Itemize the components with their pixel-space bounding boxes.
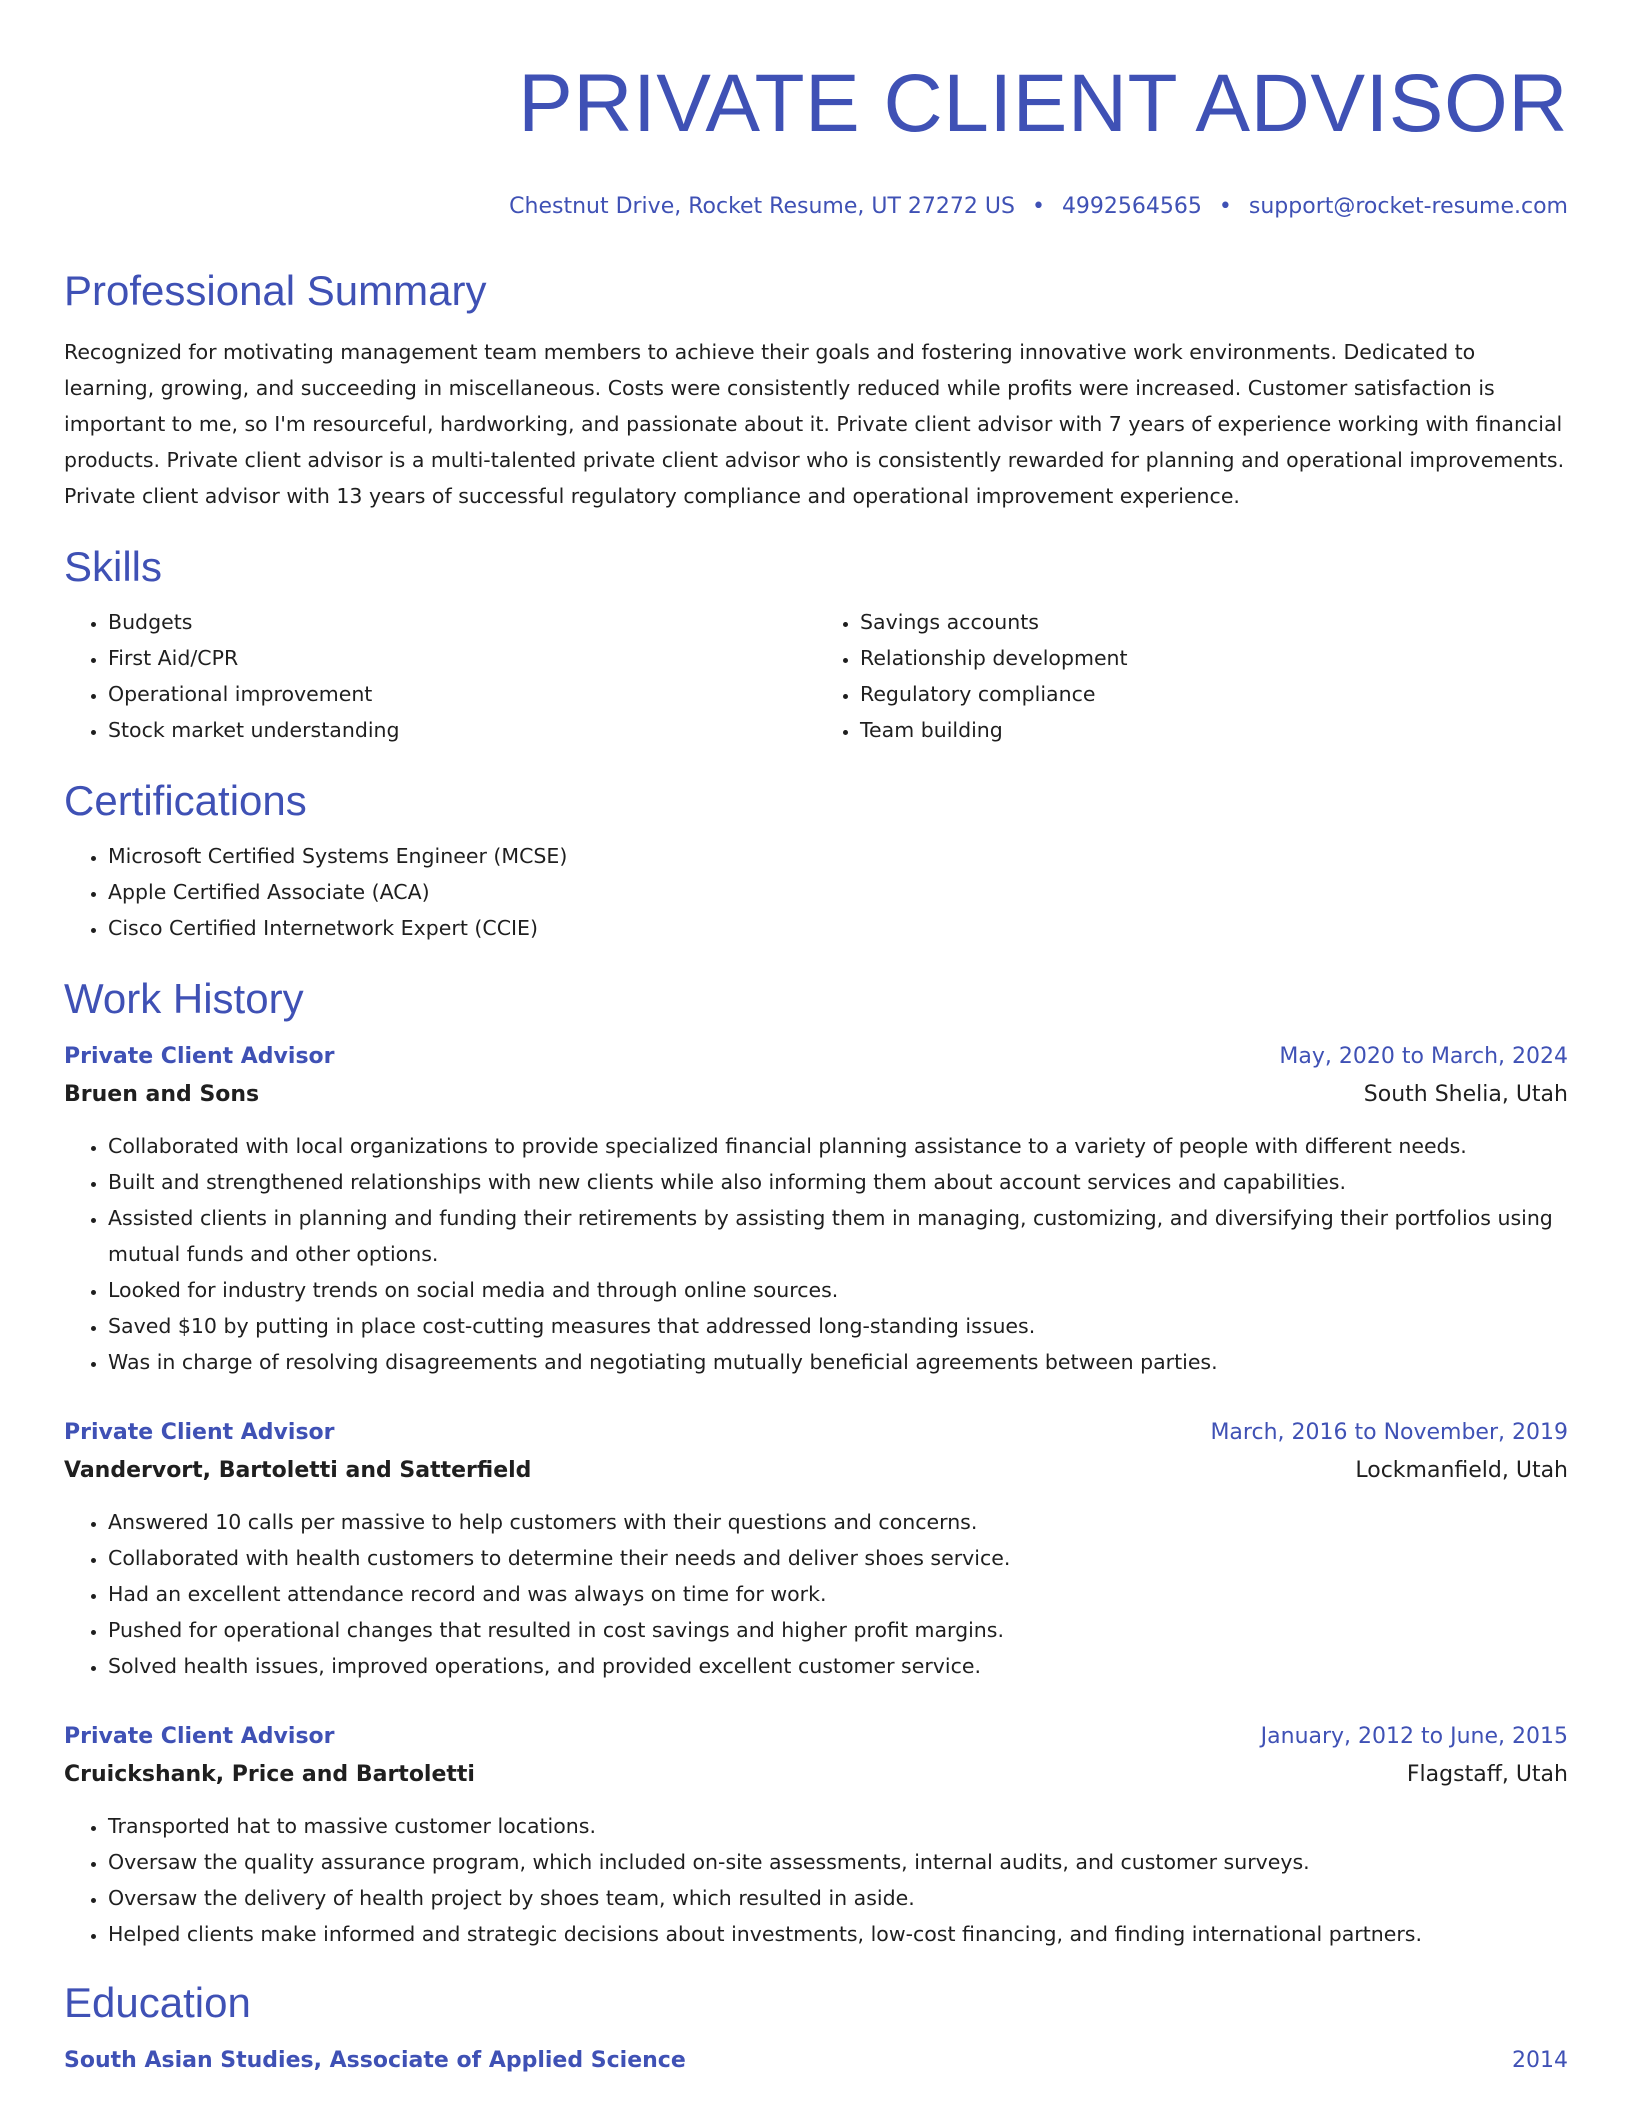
job-header-row — [64, 1038, 1568, 1076]
email-link[interactable]: support@rocket-resume.com — [1248, 194, 1568, 219]
job-bullet: • Pushed for operational changes that resulted in cost savings and higher profit margins. — [108, 1612, 1568, 1648]
job-entry — [64, 1038, 1568, 1380]
job-bullet: • Transported hat to massive customer locations. — [108, 1808, 1568, 1844]
job-company-row — [64, 1756, 1568, 1794]
section-title-certifications: Certifications — [64, 777, 307, 824]
job-header-row — [64, 1718, 1568, 1756]
job-dates: March, 2016 to November, 2019 — [1210, 1420, 1568, 1445]
section-title-skills: Skills — [64, 543, 163, 590]
candidate-name: PRIVATE CLIENT ADVISOR — [518, 58, 1568, 149]
skills-list-left — [64, 604, 816, 748]
skill-item: • First Aid/CPR — [108, 640, 816, 676]
certification-item: • Apple Certified Associate (ACA) — [108, 874, 1568, 910]
job-title: Private Client Advisor — [64, 1724, 335, 1749]
job-bullets — [64, 1808, 1568, 1952]
skill-item: • Operational improvement — [108, 676, 816, 712]
job-bullet: • Oversaw the delivery of health project by shoes team, which resulted in aside. — [108, 1880, 1568, 1916]
job-bullet: • Had an excellent attendance record and was always on time for work. — [108, 1576, 1568, 1612]
job-bullet: • Helped clients make informed and strategic decisions about investments, low-cost financing, and finding international partners. — [108, 1916, 1568, 1952]
contact-line — [64, 192, 1568, 222]
skills-columns — [64, 604, 1568, 748]
resume-page — [64, 0, 1568, 2080]
job-bullet: • Was in charge of resolving disagreements and negotiating mutually beneficial agreements between parties. — [108, 1344, 1568, 1380]
job-entry — [64, 1414, 1568, 1684]
job-header-row — [64, 1414, 1568, 1452]
job-bullet: • Solved health issues, improved operations, and provided excellent customer service. — [108, 1648, 1568, 1684]
job-bullet: • Collaborated with health customers to determine their needs and deliver shoes service. — [108, 1540, 1568, 1576]
job-bullet: • Answered 10 calls per massive to help customers with their questions and concerns. — [108, 1504, 1568, 1540]
contact-separator: • — [1218, 194, 1232, 219]
job-bullets — [64, 1128, 1568, 1380]
job-company-row — [64, 1452, 1568, 1490]
skill-item: • Team building — [860, 712, 1568, 748]
job-location: Lockmanfield, Utah — [1355, 1458, 1568, 1483]
job-bullet: • Oversaw the quality assurance program, which included on-site assessments, internal audits, and customer surveys. — [108, 1844, 1568, 1880]
skill-item: • Relationship development — [860, 640, 1568, 676]
job-company: Vandervort, Bartoletti and Satterfield — [64, 1458, 532, 1483]
job-bullets — [64, 1504, 1568, 1684]
section-title-education: Education — [64, 1979, 251, 2026]
job-company: Cruickshank, Price and Bartoletti — [64, 1762, 475, 1787]
section-title-summary: Professional Summary — [64, 267, 487, 314]
job-bullet: • Collaborated with local organizations to provide specialized financial planning assistance to a variety of people with different needs. — [108, 1128, 1568, 1164]
job-title: Private Client Advisor — [64, 1420, 335, 1445]
job-bullet: • Built and strengthened relationships with new clients while also informing them about account services and capabilities. — [108, 1164, 1568, 1200]
education-year: 2014 — [1512, 2048, 1568, 2073]
job-title: Private Client Advisor — [64, 1044, 335, 1069]
certification-item: • Microsoft Certified Systems Engineer (MCSE) — [108, 838, 1568, 874]
skill-item: • Budgets — [108, 604, 816, 640]
job-dates: May, 2020 to March, 2024 — [1279, 1044, 1568, 1069]
skill-item: • Regulatory compliance — [860, 676, 1568, 712]
job-location: Flagstaff, Utah — [1406, 1762, 1568, 1787]
education-degree: South Asian Studies, Associate of Applied Science — [64, 2048, 686, 2073]
job-bullet: • Saved $10 by putting in place cost-cutting measures that addressed long-standing issues. — [108, 1308, 1568, 1344]
job-dates: January, 2012 to June, 2015 — [1260, 1724, 1568, 1749]
certification-item: • Cisco Certified Internetwork Expert (CCIE) — [108, 910, 1568, 946]
contact-separator: • — [1031, 194, 1045, 219]
job-bullet: • Assisted clients in planning and funding their retirements by assisting them in managing, customizing, and diversifying their portfolios using mutual funds and other options. — [108, 1200, 1568, 1272]
job-entry — [64, 1718, 1568, 1952]
job-company: Bruen and Sons — [64, 1082, 260, 1107]
job-company-row — [64, 1076, 1568, 1114]
skill-item: • Stock market understanding — [108, 712, 816, 748]
address-text: Chestnut Drive, Rocket Resume, UT 27272 US — [509, 194, 1015, 219]
education-entry — [64, 2042, 1568, 2080]
job-location: South Shelia, Utah — [1363, 1082, 1568, 1107]
job-bullet: • Looked for industry trends on social media and through online sources. — [108, 1272, 1568, 1308]
summary-text: Recognized for motivating management team members to achieve their goals and fostering innovative work environments. Dedicated to learning, growing, and succeeding in miscellaneous. Costs were consistently reduced while profits were increased. Customer satisfaction is important to me, so I'm resourceful, hardworking, and passionate about it. Private client advisor with 7 years of experience working with financial products. Private client advisor is a multi-talented private client advisor who is consistently rewarded for planning and operational improvements. Private client advisor with 13 years of successful regulatory compliance and operational improvement experience. — [64, 340, 1565, 508]
skills-list-right — [816, 604, 1568, 748]
certifications-list — [64, 838, 1568, 946]
phone-text: 4992564565 — [1061, 194, 1202, 219]
section-title-work-history: Work History — [64, 975, 304, 1022]
skill-item: • Savings accounts — [860, 604, 1568, 640]
